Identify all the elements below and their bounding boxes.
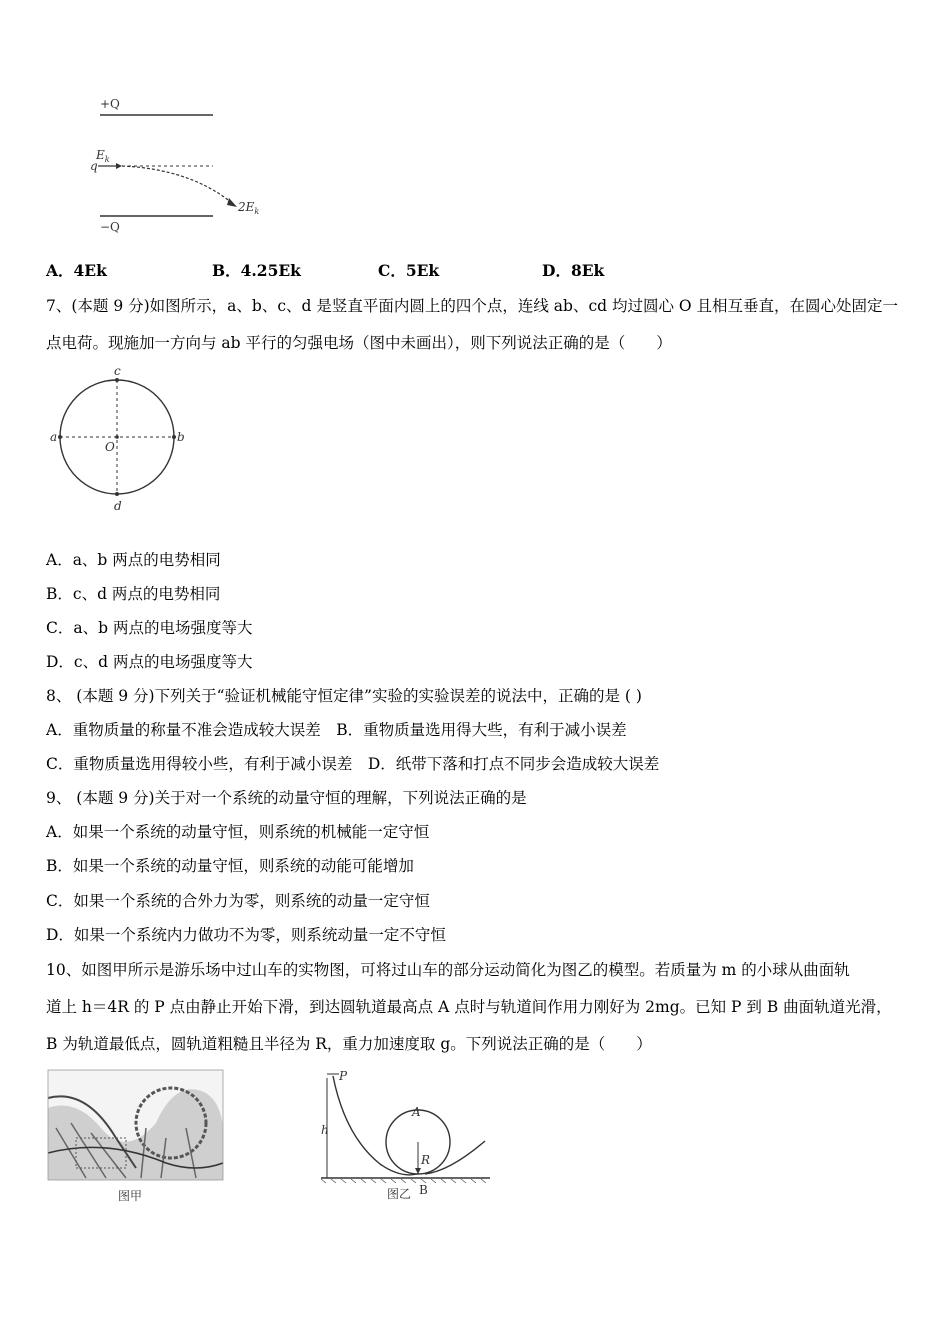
q10-label-b: B	[419, 1183, 428, 1197]
q10-label-h: h	[321, 1123, 329, 1137]
q7-option-b: B．c、d 两点的电势相同	[46, 585, 221, 603]
q6-q-label: q	[90, 159, 98, 173]
q10-label-p: P	[339, 1069, 348, 1083]
q8-options-row2: C．重物质量选用得较小些，有利于减小误差 D．纸带下落和打点不同步会造成较大误差	[46, 755, 660, 773]
q7-point-b: b	[177, 430, 185, 444]
q9-option-c: C．如果一个系统的合外力为零，则系统的动量一定守恒	[46, 892, 430, 910]
q9-stem: 9、 (本题 9 分)关于对一个系统的动量守恒的理解，下列说法正确的是	[46, 789, 527, 807]
q6-two-ek-label: $2E_k$	[238, 200, 260, 216]
q9-option-b: B．如果一个系统的动量守恒，则系统的动能可能增加	[46, 857, 414, 875]
q6-option-b: B．4.25Ek	[212, 261, 301, 280]
q6-ek-label: $E_k$	[96, 148, 110, 164]
q10-right-caption: 图乙	[387, 1187, 412, 1201]
q7-circle-figure	[45, 365, 195, 515]
q7-stem-line1: 7、(本题 9 分)如图所示，a、b、c、d 是竖直平面内圆上的四个点，连线 ab、cd 均过圆心 O 且相互垂直，在圆心处固定一	[46, 297, 899, 315]
q6-option-a: A．4Ek	[46, 261, 107, 280]
q7-point-d: d	[114, 499, 122, 513]
q7-point-a: a	[50, 430, 58, 444]
q10-label-r: R	[421, 1153, 431, 1167]
q7-center-o: O	[105, 440, 115, 454]
q7-option-c: C．a、b 两点的电场强度等大	[46, 619, 253, 637]
q7-point-c: c	[114, 365, 121, 378]
q7-stem-line2: 点电荷。现施加一方向与 ab 平行的匀强电场（图中未画出），则下列说法正确的是（ ）	[46, 334, 672, 352]
q7-option-d: D．c、d 两点的电场强度等大	[46, 653, 253, 671]
q8-options-row1: A．重物质量的称量不准会造成较大误差 B．重物质量选用得大些，有利于减小误差	[46, 721, 627, 739]
q9-option-d: D．如果一个系统内力做功不为零，则系统动量一定不守恒	[46, 926, 446, 944]
q9-option-a: A．如果一个系统的动量守恒，则系统的机械能一定守恒	[46, 823, 430, 841]
q6-figure	[80, 95, 280, 240]
q10-roller-coaster-photo	[46, 1068, 226, 1208]
q10-label-a: A	[412, 1105, 421, 1119]
q8-stem: 8、 (本题 9 分)下列关于“验证机械能守恒定律”实验的实验误差的说法中，正确的是 ( )	[46, 687, 642, 705]
q6-option-c: C．5Ek	[378, 261, 440, 280]
q10-track-model	[315, 1066, 495, 1206]
q10-stem-line3: B 为轨道最低点，圆轨道粗糙且半径为 R，重力加速度取 g。下列说法正确的是（ ）	[46, 1035, 652, 1053]
q6-option-d: D．8Ek	[542, 261, 605, 280]
q10-stem-line1: 10、如图甲所示是游乐场中过山车的实物图，可将过山车的部分运动简化为图乙的模型。若质量为 m 的小球从曲面轨	[46, 961, 850, 979]
q10-stem-line2: 道上 h＝4R 的 P 点由静止开始下滑，到达圆轨道最高点 A 点时与轨道间作用力刚好为 2mg。已知 P 到 B 曲面轨道光滑，	[46, 998, 892, 1016]
q6-minus-q-label: −Q	[100, 220, 120, 234]
q6-plus-q-label: +Q	[100, 97, 120, 111]
q10-left-caption: 图甲	[118, 1189, 143, 1203]
q7-option-a: A．a、b 两点的电势相同	[46, 551, 221, 569]
